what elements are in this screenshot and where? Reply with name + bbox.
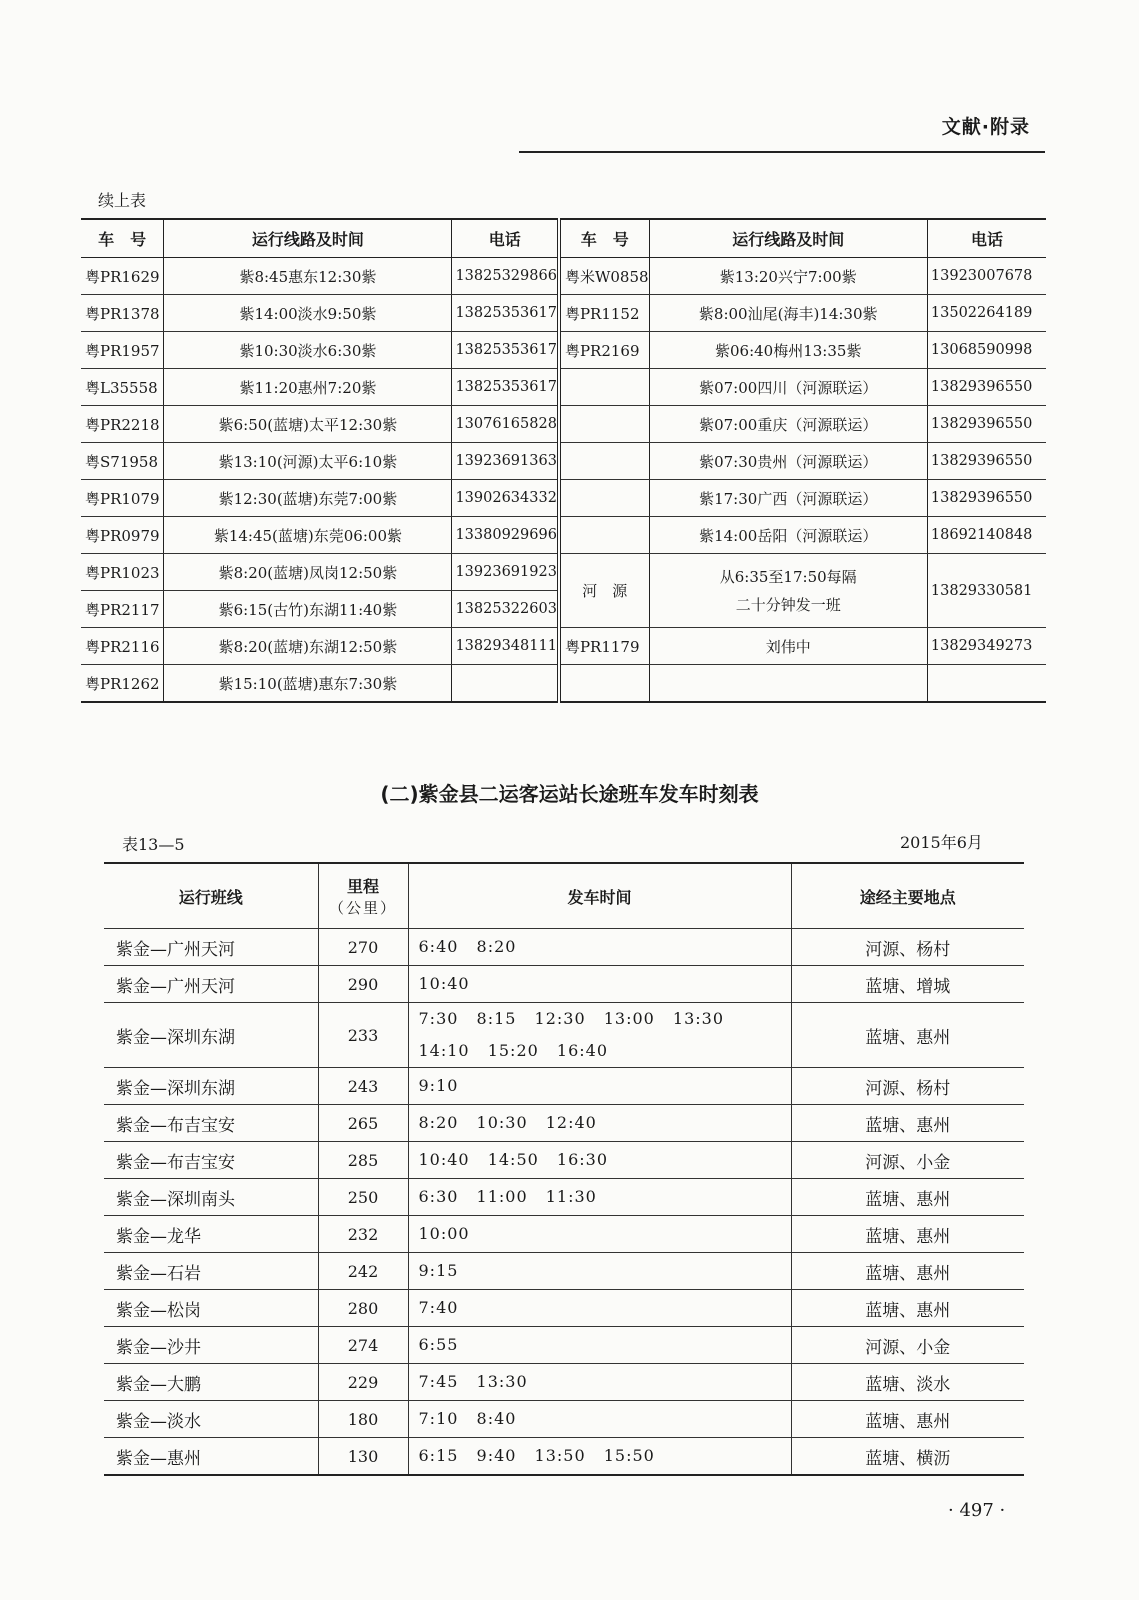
phone-cell: 13829396550 bbox=[927, 369, 1046, 406]
table-row bbox=[81, 295, 1046, 332]
route-line-cell: 紫金—淡水 bbox=[104, 1401, 318, 1438]
phone-cell: 13923007678 bbox=[927, 258, 1046, 295]
route-cell: 紫8:20(蓝塘)凤岗12:50紫 bbox=[164, 554, 452, 591]
route-cell: 紫13:20兴宁7:00紫 bbox=[649, 258, 927, 295]
plate-cell bbox=[559, 443, 649, 480]
plate-cell: 粤PR2116 bbox=[81, 628, 164, 665]
departure-times-line: 6:30 11:00 11:30 bbox=[418, 1187, 597, 1206]
route-cell: 紫8:00汕尾(海丰)14:30紫 bbox=[649, 295, 927, 332]
plate-cell: 粤L35558 bbox=[81, 369, 164, 406]
departure-times-line: 6:40 8:20 bbox=[418, 937, 517, 956]
table-row bbox=[104, 1216, 1024, 1253]
phone-cell: 13068590998 bbox=[927, 332, 1046, 369]
table-row bbox=[104, 929, 1024, 966]
table-row bbox=[81, 480, 1046, 517]
plate-cell: 粤PR0979 bbox=[81, 517, 164, 554]
column-header-route: 运行线路及时间 bbox=[164, 219, 452, 258]
route-line-cell: 紫金—深圳东湖 bbox=[104, 1003, 318, 1068]
column-header-plate: 车 号 bbox=[81, 219, 164, 258]
plate-cell: 河 源 bbox=[559, 554, 649, 628]
plate-cell: 粤PR2169 bbox=[559, 332, 649, 369]
departure-times-line: 6:15 9:40 13:50 15:50 bbox=[418, 1446, 655, 1465]
table-row bbox=[104, 1290, 1024, 1327]
route-line-cell: 紫金—广州天河 bbox=[104, 966, 318, 1003]
column-header-times: 发车时间 bbox=[408, 863, 791, 929]
route-cell: 紫17:30广西（河源联运） bbox=[649, 480, 927, 517]
distance-cell: 280 bbox=[318, 1290, 408, 1327]
via-cell: 河源、杨村 bbox=[791, 1068, 1024, 1105]
departure-times-line: 10:40 bbox=[418, 974, 470, 993]
via-cell: 蓝塘、惠州 bbox=[791, 1216, 1024, 1253]
table-row bbox=[81, 628, 1046, 665]
plate-cell: 粤S71958 bbox=[81, 443, 164, 480]
route-line-cell: 紫金—深圳东湖 bbox=[104, 1068, 318, 1105]
route-cell: 紫8:20(蓝塘)东湖12:50紫 bbox=[164, 628, 452, 665]
departure-times-line: 8:20 10:30 12:40 bbox=[418, 1113, 597, 1132]
departure-times-line: 10:00 bbox=[418, 1224, 470, 1243]
distance-cell: 290 bbox=[318, 966, 408, 1003]
table-row bbox=[104, 966, 1024, 1003]
page-number: · 497 · bbox=[948, 1500, 1006, 1521]
route-line-cell: 紫金—布吉宝安 bbox=[104, 1105, 318, 1142]
departure-times-line: 7:45 13:30 bbox=[418, 1372, 528, 1391]
route-cell: 紫8:45惠东12:30紫 bbox=[164, 258, 452, 295]
vehicle-route-table bbox=[81, 218, 1046, 703]
phone-cell: 13829396550 bbox=[927, 480, 1046, 517]
via-cell: 蓝塘、惠州 bbox=[791, 1401, 1024, 1438]
route-text-line: 二十分钟发一班 bbox=[735, 595, 841, 614]
route-cell: 紫14:00岳阳（河源联运） bbox=[649, 517, 927, 554]
plate-cell: 粤PR1023 bbox=[81, 554, 164, 591]
distance-cell: 285 bbox=[318, 1142, 408, 1179]
route-cell: 紫13:10(河源)太平6:10紫 bbox=[164, 443, 452, 480]
departure-times-cell bbox=[408, 966, 791, 1003]
plate-cell: 粤PR1152 bbox=[559, 295, 649, 332]
departure-times-line: 9:10 bbox=[418, 1076, 459, 1095]
departure-times-cell bbox=[408, 1290, 791, 1327]
phone-cell: 18692140848 bbox=[927, 517, 1046, 554]
departure-times-line: 6:55 bbox=[418, 1335, 459, 1354]
route-cell: 紫14:45(蓝塘)东莞06:00紫 bbox=[164, 517, 452, 554]
plate-cell bbox=[559, 517, 649, 554]
via-cell: 蓝塘、横沥 bbox=[791, 1438, 1024, 1476]
table-number: 表13—5 bbox=[122, 835, 185, 854]
phone-cell: 13076165828 bbox=[452, 406, 559, 443]
departure-times-cell bbox=[408, 1216, 791, 1253]
table-row bbox=[81, 443, 1046, 480]
plate-cell: 粤PR2218 bbox=[81, 406, 164, 443]
phone-cell: 13902634332 bbox=[452, 480, 559, 517]
plate-cell: 粤米W0858 bbox=[559, 258, 649, 295]
via-cell: 蓝塘、惠州 bbox=[791, 1179, 1024, 1216]
departure-times-cell bbox=[408, 1179, 791, 1216]
route-line-cell: 紫金—石岩 bbox=[104, 1253, 318, 1290]
phone-cell: 13825353617 bbox=[452, 295, 559, 332]
table-row bbox=[104, 1142, 1024, 1179]
route-line-cell: 紫金—惠州 bbox=[104, 1438, 318, 1476]
route-line-cell: 紫金—龙华 bbox=[104, 1216, 318, 1253]
plate-cell bbox=[559, 665, 649, 703]
phone-cell: 13829396550 bbox=[927, 406, 1046, 443]
route-line-cell: 紫金—松岗 bbox=[104, 1290, 318, 1327]
departure-times-cell bbox=[408, 1142, 791, 1179]
departure-schedule-table bbox=[104, 862, 1024, 1476]
distance-cell: 243 bbox=[318, 1068, 408, 1105]
table-row bbox=[104, 1401, 1024, 1438]
km-unit-label: （公里） bbox=[328, 899, 397, 917]
plate-cell: 粤PR1378 bbox=[81, 295, 164, 332]
table-header-row bbox=[81, 219, 1046, 258]
column-header-plate: 车 号 bbox=[559, 219, 649, 258]
distance-cell: 232 bbox=[318, 1216, 408, 1253]
route-line-cell: 紫金—大鹏 bbox=[104, 1364, 318, 1401]
phone-cell bbox=[927, 665, 1046, 703]
route-cell: 紫12:30(蓝塘)东莞7:00紫 bbox=[164, 480, 452, 517]
phone-cell: 13829330581 bbox=[927, 554, 1046, 628]
table-header-row bbox=[104, 863, 1024, 929]
phone-cell: 13923691363 bbox=[452, 443, 559, 480]
route-cell: 紫6:50(蓝塘)太平12:30紫 bbox=[164, 406, 452, 443]
route-cell: 紫07:00四川（河源联运） bbox=[649, 369, 927, 406]
distance-cell: 265 bbox=[318, 1105, 408, 1142]
table-row bbox=[104, 1438, 1024, 1476]
phone-cell: 13825329866 bbox=[452, 258, 559, 295]
phone-cell: 13829348111 bbox=[452, 628, 559, 665]
phone-cell: 13825353617 bbox=[452, 332, 559, 369]
via-cell: 蓝塘、淡水 bbox=[791, 1364, 1024, 1401]
table-row bbox=[81, 332, 1046, 369]
table-row bbox=[81, 258, 1046, 295]
table-row bbox=[81, 554, 1046, 591]
via-cell: 河源、小金 bbox=[791, 1142, 1024, 1179]
route-line-cell: 紫金—沙井 bbox=[104, 1327, 318, 1364]
route-cell: 刘伟中 bbox=[649, 628, 927, 665]
via-cell: 蓝塘、惠州 bbox=[791, 1253, 1024, 1290]
table-row bbox=[104, 1068, 1024, 1105]
plate-cell: 粤PR1629 bbox=[81, 258, 164, 295]
table-row bbox=[104, 1179, 1024, 1216]
distance-cell: 250 bbox=[318, 1179, 408, 1216]
phone-cell: 13923691923 bbox=[452, 554, 559, 591]
table-row bbox=[81, 665, 1046, 703]
distance-cell: 229 bbox=[318, 1364, 408, 1401]
departure-times-cell bbox=[408, 1003, 791, 1068]
route-cell: 紫11:20惠州7:20紫 bbox=[164, 369, 452, 406]
continuation-label: 续上表 bbox=[98, 191, 147, 210]
via-cell: 河源、小金 bbox=[791, 1327, 1024, 1364]
table-row bbox=[104, 1364, 1024, 1401]
column-header-km bbox=[318, 863, 408, 929]
departure-times-cell bbox=[408, 1364, 791, 1401]
departure-times-cell bbox=[408, 929, 791, 966]
table-row bbox=[81, 517, 1046, 554]
route-cell: 紫06:40梅州13:35紫 bbox=[649, 332, 927, 369]
plate-cell: 粤PR2117 bbox=[81, 591, 164, 628]
table-row bbox=[104, 1105, 1024, 1142]
table-row bbox=[104, 1327, 1024, 1364]
departure-times-cell bbox=[408, 1401, 791, 1438]
route-cell: 紫6:15(古竹)东湖11:40紫 bbox=[164, 591, 452, 628]
table-row bbox=[81, 369, 1046, 406]
table-row bbox=[81, 406, 1046, 443]
table-date: 2015年6月 bbox=[900, 833, 983, 852]
departure-times-cell bbox=[408, 1068, 791, 1105]
departure-times-line: 9:15 bbox=[418, 1261, 459, 1280]
route-cell: 紫07:00重庆（河源联运） bbox=[649, 406, 927, 443]
distance-cell: 180 bbox=[318, 1401, 408, 1438]
section-title: (二)紫金县二运客运站长途班车发车时刻表 bbox=[380, 782, 759, 806]
distance-cell: 274 bbox=[318, 1327, 408, 1364]
distance-cell: 242 bbox=[318, 1253, 408, 1290]
column-header-line: 运行班线 bbox=[104, 863, 318, 929]
via-cell: 蓝塘、惠州 bbox=[791, 1290, 1024, 1327]
plate-cell: 粤PR1179 bbox=[559, 628, 649, 665]
departure-times-cell bbox=[408, 1438, 791, 1476]
via-cell: 蓝塘、惠州 bbox=[791, 1105, 1024, 1142]
via-cell: 河源、杨村 bbox=[791, 929, 1024, 966]
table-row bbox=[104, 1253, 1024, 1290]
departure-times-line: 7:40 bbox=[418, 1298, 459, 1317]
plate-cell: 粤PR1262 bbox=[81, 665, 164, 703]
column-header-route: 运行线路及时间 bbox=[649, 219, 927, 258]
plate-cell: 粤PR1957 bbox=[81, 332, 164, 369]
phone-cell: 13825322603 bbox=[452, 591, 559, 628]
departure-times-cell bbox=[408, 1253, 791, 1290]
plate-cell bbox=[559, 480, 649, 517]
route-line-cell: 紫金—广州天河 bbox=[104, 929, 318, 966]
route-cell: 紫07:30贵州（河源联运） bbox=[649, 443, 927, 480]
column-header-phone: 电话 bbox=[452, 219, 559, 258]
route-cell: 紫10:30淡水6:30紫 bbox=[164, 332, 452, 369]
distance-cell: 130 bbox=[318, 1438, 408, 1476]
route-line-cell: 紫金—深圳南头 bbox=[104, 1179, 318, 1216]
header-rule bbox=[519, 151, 1045, 153]
running-header: 文献·附录 bbox=[941, 116, 1030, 138]
distance-cell: 270 bbox=[318, 929, 408, 966]
route-text-line: 从6:35至17:50每隔 bbox=[719, 567, 857, 586]
departure-times-line: 10:40 14:50 16:30 bbox=[418, 1150, 608, 1169]
plate-cell bbox=[559, 369, 649, 406]
column-header-phone: 电话 bbox=[927, 219, 1046, 258]
route-cell: 紫14:00淡水9:50紫 bbox=[164, 295, 452, 332]
table-row bbox=[104, 1003, 1024, 1068]
via-cell: 蓝塘、增城 bbox=[791, 966, 1024, 1003]
phone-cell: 13825353617 bbox=[452, 369, 559, 406]
departure-times-line: 7:30 8:15 12:30 13:00 13:30 bbox=[418, 1009, 725, 1028]
km-label: 里程 bbox=[346, 877, 379, 896]
plate-cell bbox=[559, 406, 649, 443]
route-line-cell: 紫金—布吉宝安 bbox=[104, 1142, 318, 1179]
route-cell: 紫15:10(蓝塘)惠东7:30紫 bbox=[164, 665, 452, 703]
plate-cell: 粤PR1079 bbox=[81, 480, 164, 517]
phone-cell: 13502264189 bbox=[927, 295, 1046, 332]
departure-times-cell bbox=[408, 1327, 791, 1364]
departure-times-line: 7:10 8:40 bbox=[418, 1409, 517, 1428]
departure-times-cell bbox=[408, 1105, 791, 1142]
phone-cell: 13829349273 bbox=[927, 628, 1046, 665]
departure-times-line: 14:10 15:20 16:40 bbox=[418, 1041, 608, 1060]
column-header-via: 途经主要地点 bbox=[791, 863, 1024, 929]
phone-cell bbox=[452, 665, 559, 703]
distance-cell: 233 bbox=[318, 1003, 408, 1068]
route-cell bbox=[649, 665, 927, 703]
phone-cell: 13380929696 bbox=[452, 517, 559, 554]
phone-cell: 13829396550 bbox=[927, 443, 1046, 480]
via-cell: 蓝塘、惠州 bbox=[791, 1003, 1024, 1068]
route-cell bbox=[649, 554, 927, 628]
